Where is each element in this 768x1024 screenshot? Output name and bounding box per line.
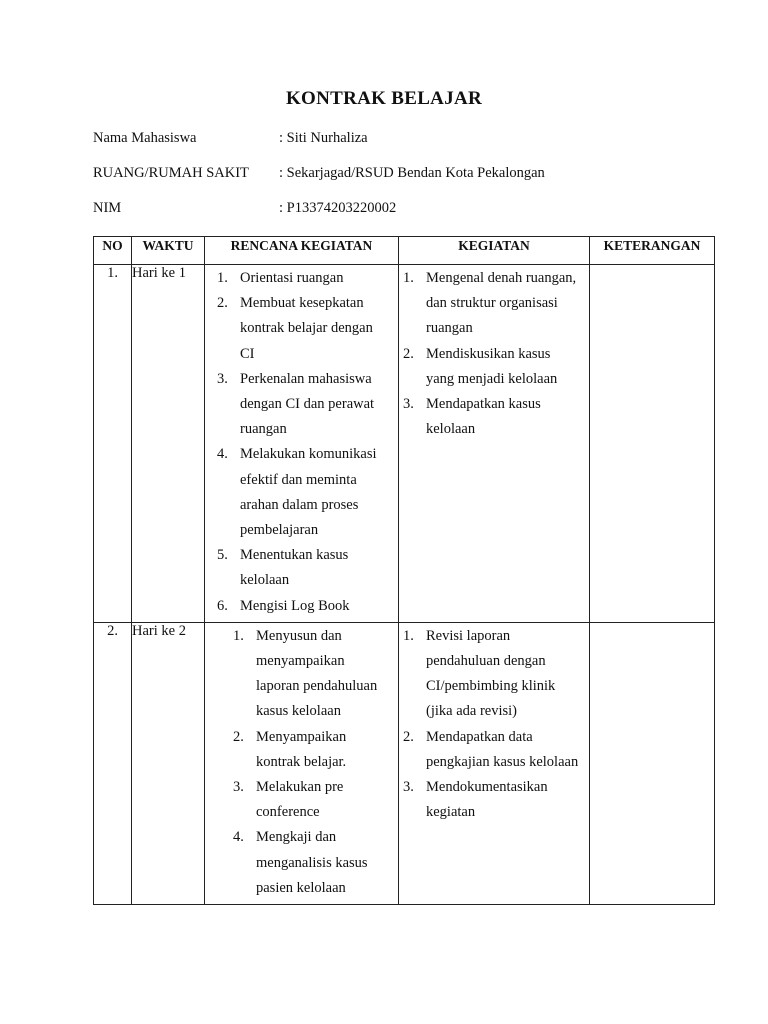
list-item [217,291,388,367]
nama-label: Nama Mahasiswa [93,130,197,146]
row-rencana-kegiatan [205,265,399,623]
table-row [94,265,715,623]
row-no: 1. [94,265,132,623]
info-ruang [93,165,545,182]
item-number: 2. [217,295,228,312]
header-keterangan: KETERANGAN [590,237,715,265]
item-text: Mendapatkan kasus kelolaan [426,396,541,438]
item-number: 3. [233,779,244,796]
item-text: Mengenal denah ruangan, dan struktur organisasi ruangan [426,270,577,337]
list-item [217,442,388,543]
row-waktu: Hari ke 2 [132,622,205,904]
item-number: 2. [403,728,414,745]
list-item [403,775,581,825]
row-rencana-kegiatan [205,622,399,904]
list-item [217,266,388,291]
header-waktu: WAKTU [132,237,205,265]
item-number: 1. [403,270,414,286]
list-item [233,825,390,901]
row-kegiatan [399,622,590,904]
kontrak-table [93,236,715,905]
item-text: Orientasi ruangan [240,270,344,286]
row-no: 2. [94,622,132,904]
item-number: 1. [233,627,244,644]
item-number: 4. [233,829,244,846]
ruang-label: RUANG/RUMAH SAKIT [93,165,249,181]
list-item [233,624,390,725]
item-number: 5. [217,547,228,564]
nama-value: : Siti Nurhaliza [279,130,368,146]
item-text: Mendiskusikan kasus yang menjadi kelolaan [426,345,558,387]
list-item [217,543,388,593]
list-item [233,775,390,825]
item-number: 4. [217,446,228,463]
item-text: Menyampaikan kontrak belajar. [256,728,347,770]
item-number: 1. [217,270,228,286]
header-rencana-kegiatan: RENCANA KEGIATAN [205,237,399,265]
item-text: Membuat kesepkatan kontrak belajar dengan CI [240,295,373,362]
list-item [217,594,388,619]
list-item [403,624,581,725]
item-text: Mengkaji dan menganalisis kasus pasien kelolaan [256,829,368,896]
list-item [403,266,581,342]
header-kegiatan: KEGIATAN [399,237,590,265]
list-item [217,367,388,443]
item-number: 3. [403,779,414,796]
row-waktu: Hari ke 1 [132,265,205,623]
nim-label: NIM [93,200,122,216]
item-number: 2. [233,728,244,745]
item-text: Revisi laporan pendahuluan dengan CI/pembimbing klinik (jika ada revisi) [426,627,556,720]
document-title: KONTRAK BELAJAR [285,88,483,109]
item-text: Mendapatkan data pengkajian kasus kelolaan [426,728,579,770]
table-row [94,622,715,904]
item-number: 3. [217,370,228,387]
item-number: 1. [403,627,414,644]
item-text: Melakukan pre conference [256,779,344,821]
header-no: NO [94,237,132,265]
info-nim [93,200,396,217]
row-keterangan [590,265,715,623]
item-number: 2. [403,345,414,362]
list-item [403,392,581,442]
item-number: 3. [403,396,414,413]
ruang-value: : Sekarjagad/RSUD Bendan Kota Pekalongan [279,165,545,181]
item-text: Menyusun dan menyampaikan laporan pendahuluan kasus kelolaan [256,627,378,720]
nim-value: : P13374203220002 [279,200,397,216]
item-text: Melakukan komunikasi efektif dan meminta arahan dalam proses pembelajaran [240,446,377,539]
item-text: Mengisi Log Book [240,597,350,614]
item-text: Menentukan kasus kelolaan [240,547,349,589]
list-item [403,725,581,775]
row-kegiatan [399,265,590,623]
list-item [233,725,390,775]
row-keterangan [590,622,715,904]
table-header-row [94,237,715,265]
info-nama [93,130,368,147]
item-text: Mendokumentasikan kegiatan [426,779,548,821]
item-number: 6. [217,597,228,614]
item-text: Perkenalan mahasiswa dengan CI dan perawat ruangan [240,370,375,438]
list-item [403,342,581,392]
